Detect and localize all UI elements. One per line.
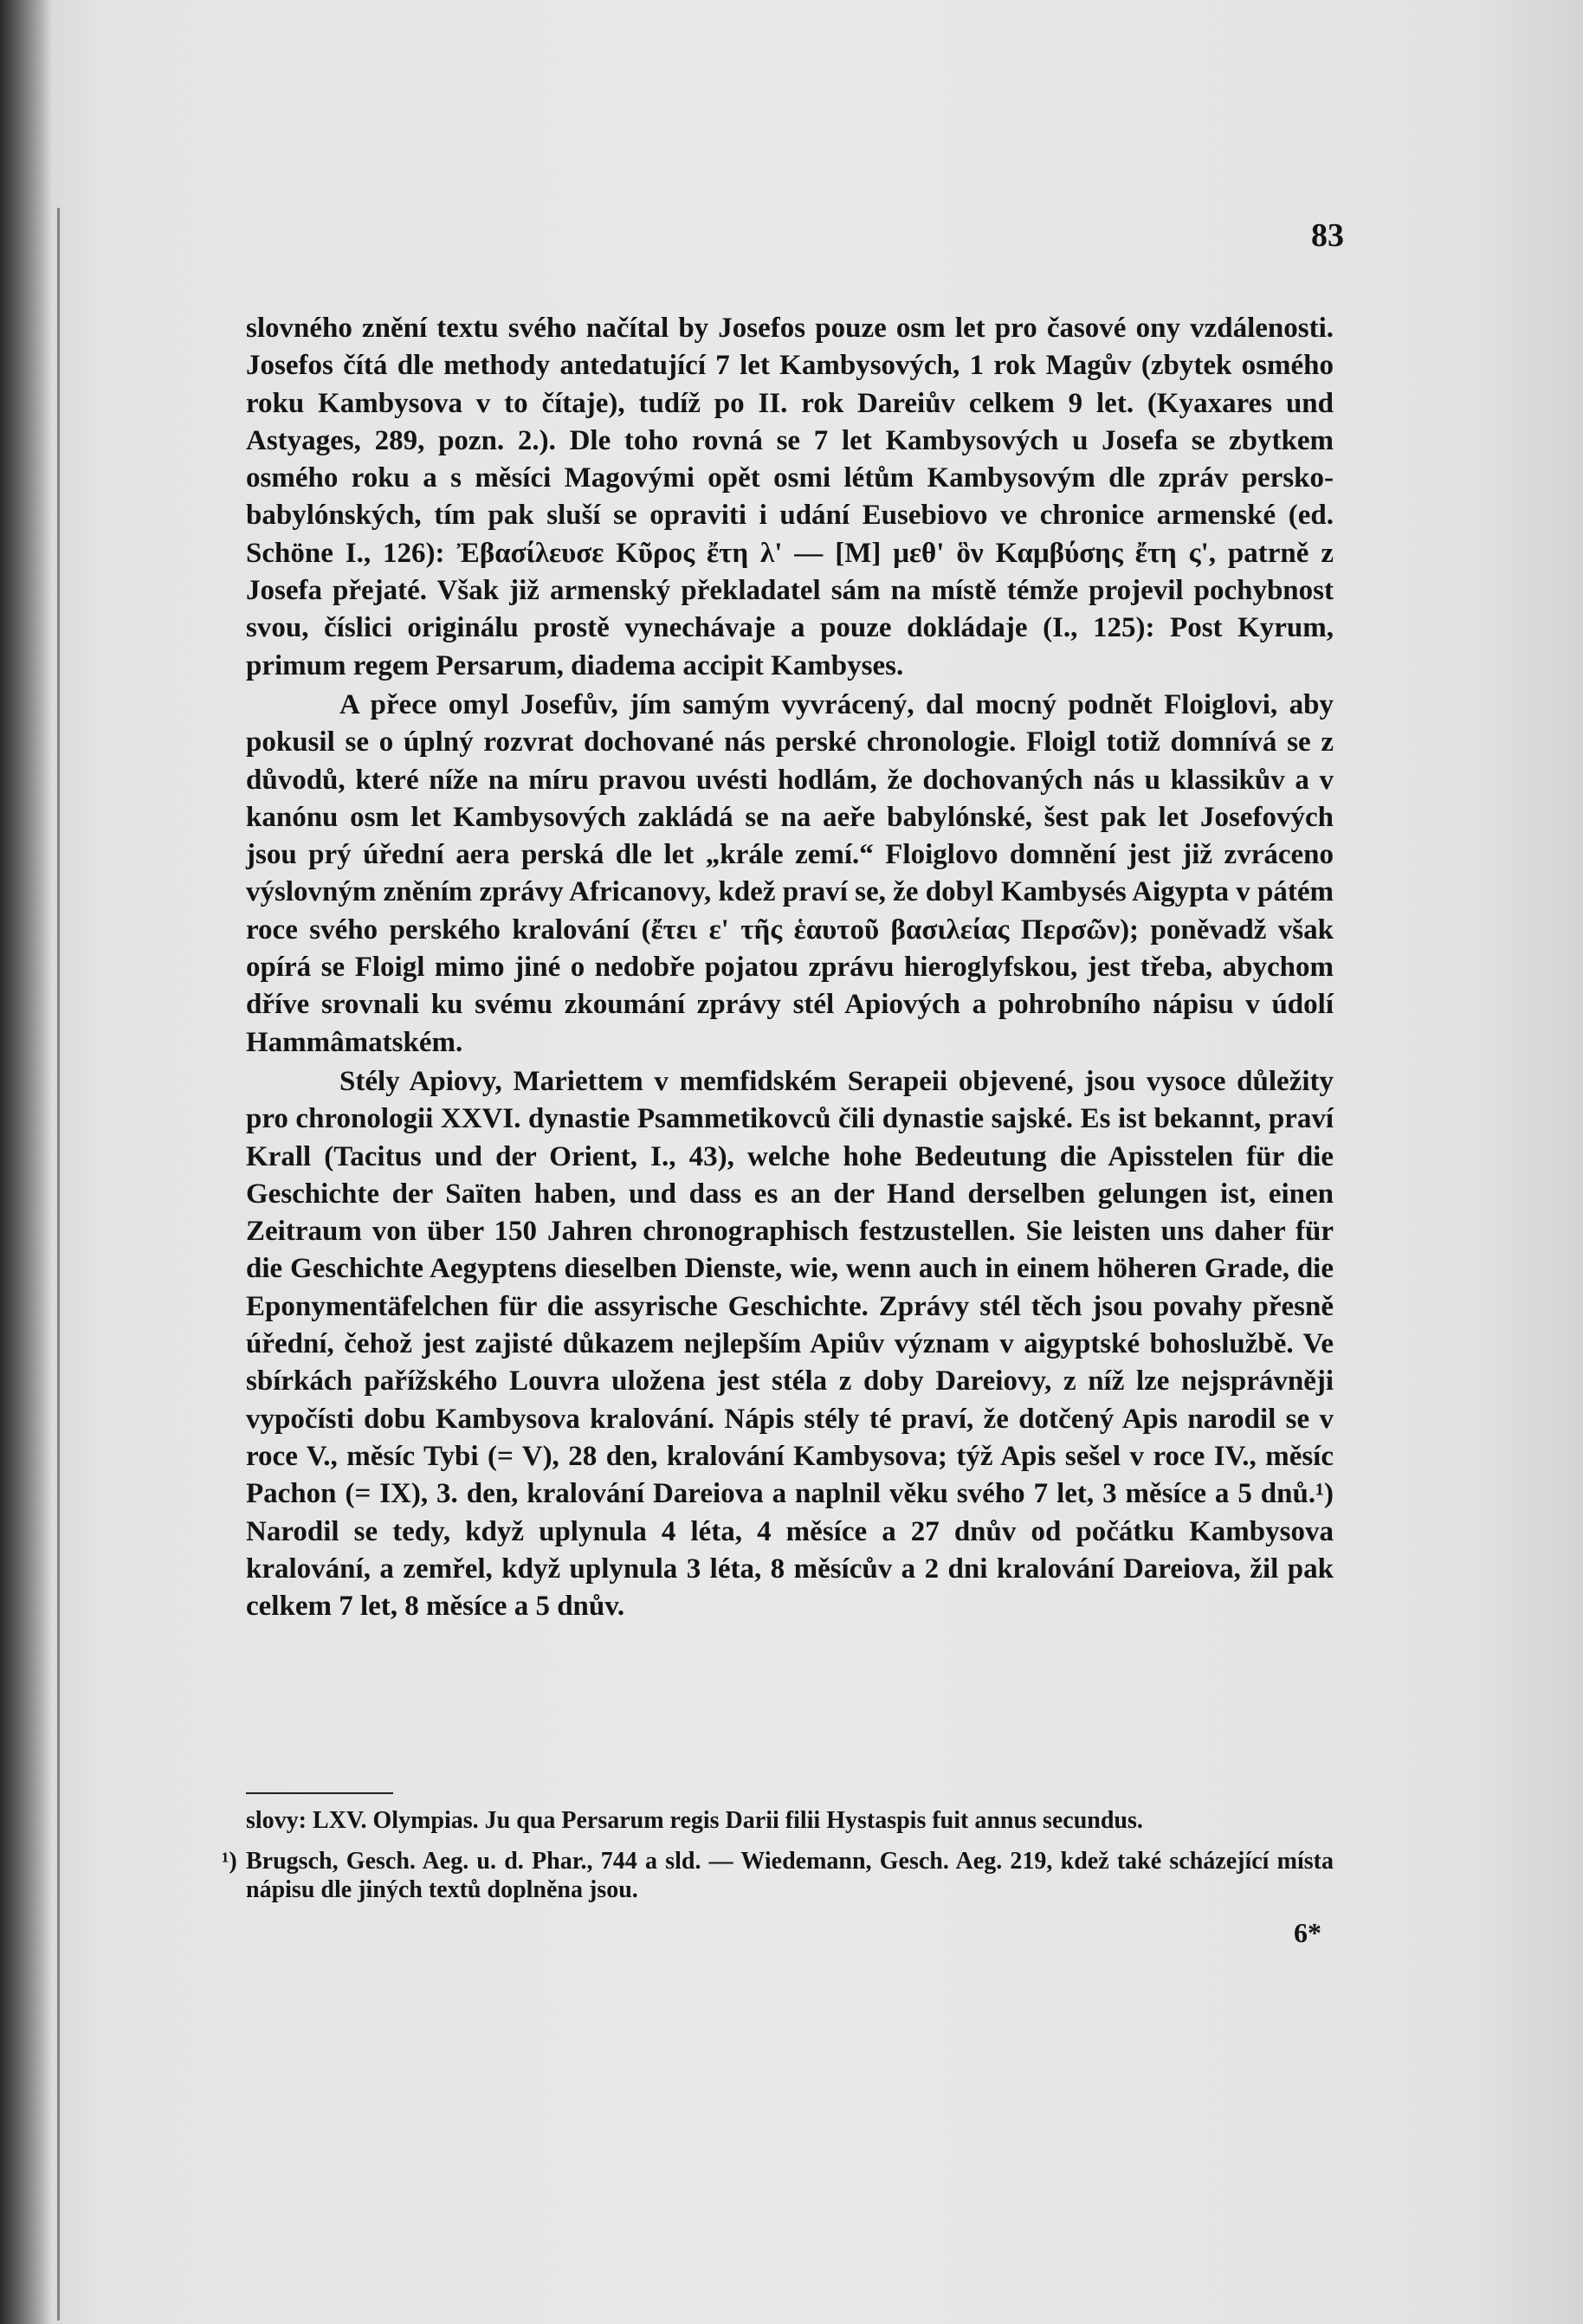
paragraph-3: Stély Apiovy, Mariettem v memfidském Serapeii objevené, jsou vysoce důležity pro chronologii XXVI. dynastie Psammetikovců čili dynastie sajské. Es ist bekannt, praví Krall (Tacitus und der Orient, I., 43), welche hohe Bedeutung die Apisstelen für die Geschichte der Saïten haben, und dass es an der Hand derselben gelungen ist, einen Zeitraum von über 150 Jahren chronographisch festzustellen. Sie leisten uns daher für die Geschichte Aegyptens dieselben Dienste, wie, wenn auch in einem höheren Grade, die Eponymentäfelchen für die assyrische Geschichte. Zprávy stél těch jsou povahy přesně úřední, čehož jest zajisté důkazem nejlepším Apiův význam v aigyptské bohoslužbě. Ve sbírkách pařížského Louvra uložena jest stéla z doby Dareiovy, z níž lze nejsprávněji vypočísti dobu Kambysova kralování. Nápis stély té praví, že dotčený Apis narodil se v roce V., měsíc Tybi (= V), 28 den, kralování Kambysova; týž Apis sešel v roce IV., měsíc Pachon (= IX), 3. den, kralování Dareiova a naplnil věku svého 7 let, 3 měsíce a 5 dnů.¹) Narodil se tedy, když uplynula 4 léta, 4 měsíce a 27 dnův od počátku Kambysova kralování, a zemřel, když uplynula 3 léta, 8 měsícův a 2 dni kralování Dareiova, žil pak celkem 7 let, 8 měsíce a 5 dnův. (246, 1065, 1334, 1623)
footnote-continuation: slovy: LXV. Olympias. Ju qua Persarum regis Darii filii Hystaspis fuit annus secundus. (246, 1807, 1143, 1834)
page-number: 83 (1311, 217, 1344, 254)
paragraph-1: slovného znění textu svého načítal by Josefos pouze osm let pro časové ony vzdálenosti. Josefos čítá dle methody antedatující 7 let Kambysových, 1 rok Magův (zbytek osmého roku Kambysova v to čítaje), tudíž po II. rok Dareiův celkem 9 let. (Kyaxares und Astyages, 289, pozn. 2.). Dle toho rovná se 7 let Kambysových u Josefa se zbytkem osmého roku a s měsíci Magovými opět osmi létům Kambysovým dle zpráv persko-babylónských, tím pak sluší se opraviti i udání Eusebiovo ve chronice armenské (ed. Schöne I., 126): Ἐβασίλευσε Κῦρος ἔτη λ' — [M] μεθ' ὃν Καμβύσης ἔτη ς', patrně z Josefa přejaté. Však již armenský překladatel sám na místě témže projevil pochybnost svou, číslici originálu prostě vynechávaje a pouze dokládaje (I., 125): Post Kyrum, primum regem Persarum, diadema accipit Kambyses. (246, 313, 1334, 681)
footnote-1 (222, 1847, 1334, 1904)
footnotes (222, 1806, 1334, 1916)
footnote-separator (246, 1792, 393, 1794)
printer-signature-mark: 6* (1294, 1917, 1321, 1948)
footnote-1-text: Brugsch, Gesch. Aeg. u. d. Phar., 744 a sld. — Wiedemann, Gesch. Aeg. 219, kdež také scházející místa nápisu dle jiných textů doplněna jsou. (246, 1848, 1334, 1903)
book-binding-shadow (0, 0, 52, 2324)
main-text (246, 310, 1334, 1625)
page-gutter-line (57, 208, 60, 2321)
footnote-1-marker: ¹) (222, 1848, 237, 1875)
paragraph-2: A přece omyl Josefův, jím samým vyvrácený, dal mocný podnět Floiglovi, aby pokusil se o úplný rozvrat dochované nás perské chronologie. Floigl totiž domnívá se z důvodů, které níže na míru pravou uvésti hodlám, že dochovaných nás u klassikův a v kanónu osm let Kambysových zakládá se na aeře babylónské, šest pak let Josefových jsou prý úřední aera perská dle let „krále zemí.“ Floiglovo domnění jest již zvráceno výslovným zněním zprávy Africanovy, kdež praví se, že dobyl Kambysés Aigypta v pátém roce svého perského kralování (ἔτει ε' τῆς ἑαυτοῦ βασιλείας Περσῶν); poněvadž však opírá se Floigl mimo jiné o nedobře pojatou zprávu hieroglyfskou, jest třeba, abychom dříve srovnali ku svému zkoumání zprávy stél Apiových a pohrobního nápisu v údolí Hammâmatském. (246, 688, 1334, 1058)
